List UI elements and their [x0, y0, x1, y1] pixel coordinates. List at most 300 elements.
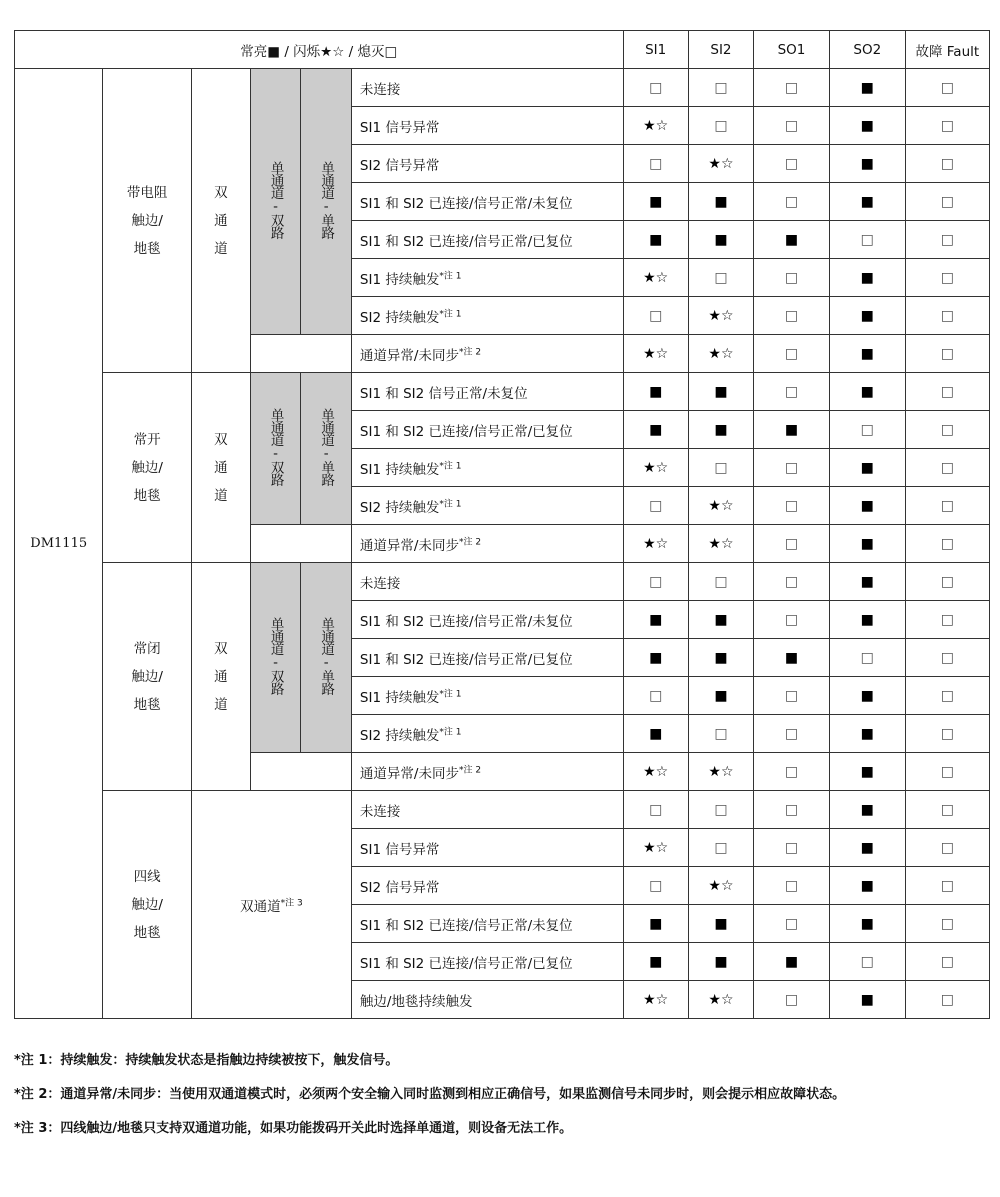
led-blink-icon: ★☆	[708, 535, 734, 552]
so1-status-cell	[754, 145, 830, 183]
condition-cell	[351, 753, 623, 791]
si2-status-cell	[688, 563, 753, 601]
led-blink-icon: ★☆	[708, 307, 734, 324]
condition-cell	[351, 145, 623, 183]
condition-cell	[351, 981, 623, 1019]
si2-status-cell	[688, 829, 753, 867]
condition-cell	[351, 601, 623, 639]
fault-status-cell	[905, 107, 989, 145]
so1-status-cell	[754, 221, 830, 259]
fault-status-cell	[905, 563, 989, 601]
channel-cell	[191, 791, 351, 1019]
mode-dual-path-cell-text: 单通道-双路	[267, 616, 284, 695]
condition-cell	[351, 487, 623, 525]
mode-single-path-cell	[301, 563, 352, 753]
led-on-icon: ■	[714, 611, 728, 628]
led-off-icon: □	[784, 801, 799, 818]
condition-text: SI2 信号异常	[359, 157, 440, 174]
si1-status-cell	[623, 145, 688, 183]
channel-cell-line: 道	[214, 240, 228, 257]
led-off-icon: □	[714, 725, 728, 742]
condition-text: SI2 持续触发	[359, 499, 440, 516]
led-off-icon: □	[940, 915, 954, 932]
led-off-icon: □	[714, 801, 728, 818]
so1-status-cell	[754, 525, 830, 563]
led-off-icon: □	[940, 991, 954, 1008]
so1-status-cell	[754, 335, 830, 373]
si2-status-cell	[688, 411, 753, 449]
led-off-icon: □	[714, 839, 728, 856]
device-type-cell-line: 触边/	[131, 668, 163, 685]
device-type-cell	[103, 69, 191, 373]
condition-text: SI1 和 SI2 已连接/信号正常/未复位	[359, 917, 573, 934]
led-on-icon: ■	[784, 649, 799, 666]
fault-status-cell	[905, 753, 989, 791]
si1-status-cell	[623, 69, 688, 107]
condition-cell	[351, 373, 623, 411]
so1-status-cell	[754, 259, 830, 297]
so2-status-cell	[829, 601, 905, 639]
led-blink-icon: ★☆	[643, 345, 669, 362]
so1-status-cell	[754, 639, 830, 677]
si2-status-cell	[688, 791, 753, 829]
led-off-icon: □	[940, 193, 954, 210]
col-si2: SI2	[688, 31, 753, 69]
channel-cell	[191, 563, 250, 791]
mode-dual-path-cell	[250, 373, 301, 525]
si2-status-cell	[688, 715, 753, 753]
device-type-cell-line: 触边/	[131, 212, 163, 229]
led-off-icon: □	[940, 611, 954, 628]
si2-status-cell	[688, 449, 753, 487]
si1-status-cell	[623, 791, 688, 829]
so1-status-cell	[754, 905, 830, 943]
condition-text: SI1 和 SI2 已连接/信号正常/已复位	[359, 233, 573, 250]
note-ref: *注 1	[439, 309, 462, 319]
led-on-icon: ■	[860, 79, 874, 96]
led-on-icon: ■	[860, 687, 874, 704]
si1-status-cell	[623, 677, 688, 715]
led-off-icon: □	[940, 155, 954, 172]
condition-text: SI1 和 SI2 已连接/信号正常/未复位	[359, 613, 573, 630]
led-off-icon: □	[940, 573, 954, 590]
condition-text: SI2 持续触发	[359, 309, 440, 326]
led-on-icon: ■	[649, 915, 663, 932]
condition-text: SI1 和 SI2 信号正常/未复位	[359, 385, 528, 402]
led-off-icon: □	[940, 497, 954, 514]
condition-text: SI1 持续触发	[359, 461, 440, 478]
led-off-icon: □	[649, 155, 663, 172]
fault-status-cell	[905, 829, 989, 867]
note-2: *注 2：通道异常/未同步：当使用双通道模式时，必须两个安全输入同时监测到相应正确信号，如果监测信号未同步时，则会提示相应故障状态。	[14, 1087, 846, 1102]
led-on-icon: ■	[649, 193, 663, 210]
condition-text: 通道异常/未同步	[359, 537, 459, 554]
si2-status-cell	[688, 107, 753, 145]
fault-status-cell	[905, 221, 989, 259]
si2-status-cell	[688, 145, 753, 183]
so2-status-cell	[829, 753, 905, 791]
condition-text: 未连接	[359, 81, 401, 98]
channel-cell-line: 通	[214, 212, 228, 229]
mode-single-path-cell-text: 单通道-单路	[318, 407, 335, 486]
led-off-icon: □	[784, 79, 799, 96]
led-off-icon: □	[784, 497, 799, 514]
led-blink-icon: ★☆	[643, 839, 669, 856]
led-off-icon: □	[784, 839, 799, 856]
note-ref: *注 1	[439, 499, 462, 509]
led-on-icon: ■	[714, 687, 728, 704]
status-row	[15, 373, 990, 411]
si2-status-cell	[688, 677, 753, 715]
led-off-icon: □	[649, 687, 663, 704]
mode-dual-path-cell-text: 单通道-双路	[267, 160, 284, 239]
led-on-icon: ■	[860, 801, 874, 818]
si2-status-cell	[688, 183, 753, 221]
led-off-icon: □	[940, 687, 954, 704]
condition-text: 通道异常/未同步	[359, 765, 459, 782]
condition-text: SI1 和 SI2 已连接/信号正常/已复位	[359, 651, 573, 668]
led-off-icon: □	[940, 535, 954, 552]
led-on-icon: ■	[860, 459, 874, 476]
led-off-icon: □	[940, 877, 954, 894]
led-on-icon: ■	[860, 915, 874, 932]
so2-status-cell	[829, 373, 905, 411]
condition-cell	[351, 183, 623, 221]
so2-status-cell	[829, 639, 905, 677]
fault-status-cell	[905, 145, 989, 183]
led-on-icon: ■	[714, 383, 728, 400]
so1-status-cell	[754, 791, 830, 829]
led-off-icon: □	[860, 649, 874, 666]
fault-status-cell	[905, 639, 989, 677]
led-on-icon: ■	[860, 383, 874, 400]
si1-status-cell	[623, 183, 688, 221]
note-ref: *注 2	[458, 347, 482, 357]
si1-status-cell	[623, 981, 688, 1019]
channel-cell-line: 道	[214, 696, 228, 713]
model-cell: DM1115	[15, 69, 103, 1019]
so2-status-cell	[829, 943, 905, 981]
so2-status-cell	[829, 563, 905, 601]
condition-cell	[351, 677, 623, 715]
led-off-icon: □	[649, 79, 663, 96]
si1-status-cell	[623, 259, 688, 297]
si1-status-cell	[623, 297, 688, 335]
si1-status-cell	[623, 221, 688, 259]
led-blink-icon: ★☆	[643, 269, 669, 286]
condition-cell	[351, 411, 623, 449]
note-ref: *注 1	[439, 461, 462, 471]
led-blink-icon: ★☆	[643, 763, 669, 780]
condition-cell	[351, 791, 623, 829]
fault-status-cell	[905, 449, 989, 487]
mode-single-path-cell-text: 单通道-单路	[318, 160, 335, 239]
note-ref: *注 2	[458, 765, 482, 775]
si2-status-cell	[688, 487, 753, 525]
led-off-icon: □	[784, 915, 799, 932]
condition-text: 触边/地毯持续触发	[359, 993, 473, 1010]
led-off-icon: □	[784, 459, 799, 476]
device-type-cell-line: 常开	[133, 431, 161, 448]
led-off-icon: □	[649, 497, 663, 514]
mode-dual-path-cell-text: 单通道-双路	[267, 407, 284, 486]
so1-status-cell	[754, 411, 830, 449]
led-off-icon: □	[940, 307, 954, 324]
led-off-icon: □	[784, 535, 799, 552]
si1-status-cell	[623, 715, 688, 753]
led-off-icon: □	[940, 79, 954, 96]
device-type-cell-line: 地毯	[133, 487, 161, 504]
note-ref: *注 1	[439, 271, 462, 281]
device-type-cell-line: 常闭	[133, 640, 161, 657]
led-blink-icon: ★☆	[643, 117, 669, 134]
so1-status-cell	[754, 449, 830, 487]
led-off-icon: □	[714, 269, 728, 286]
fault-status-cell	[905, 715, 989, 753]
condition-text: SI1 持续触发	[359, 689, 440, 706]
led-off-icon: □	[649, 877, 663, 894]
condition-cell	[351, 335, 623, 373]
channel-cell	[191, 373, 250, 563]
led-off-icon: □	[784, 725, 799, 742]
mode-single-path-cell	[301, 69, 352, 335]
led-off-icon: □	[714, 79, 728, 96]
led-blink-icon: ★☆	[708, 877, 734, 894]
condition-cell	[351, 259, 623, 297]
led-off-icon: □	[940, 763, 954, 780]
condition-text: SI1 和 SI2 已连接/信号正常/未复位	[359, 195, 573, 212]
si1-status-cell	[623, 753, 688, 791]
so2-status-cell	[829, 981, 905, 1019]
condition-cell	[351, 943, 623, 981]
led-on-icon: ■	[860, 155, 874, 172]
led-off-icon: □	[784, 307, 799, 324]
si2-status-cell	[688, 867, 753, 905]
led-on-icon: ■	[649, 611, 663, 628]
header-row	[15, 31, 990, 69]
led-off-icon: □	[784, 877, 799, 894]
si1-status-cell	[623, 601, 688, 639]
so2-status-cell	[829, 183, 905, 221]
so1-status-cell	[754, 829, 830, 867]
condition-text: SI2 信号异常	[359, 879, 440, 896]
si2-status-cell	[688, 639, 753, 677]
so1-status-cell	[754, 373, 830, 411]
so1-status-cell	[754, 677, 830, 715]
led-blink-icon: ★☆	[708, 991, 734, 1008]
led-on-icon: ■	[784, 421, 799, 438]
note-3: *注 3：四线触边/地毯只支持双通道功能，如果功能拨码开关此时选择单通道，则设备无法工作。	[14, 1121, 573, 1136]
led-on-icon: ■	[649, 953, 663, 970]
led-off-icon: □	[649, 573, 663, 590]
led-off-icon: □	[714, 117, 728, 134]
so2-status-cell	[829, 487, 905, 525]
led-off-icon: □	[940, 725, 954, 742]
led-on-icon: ■	[860, 611, 874, 628]
mode-dual-path-cell	[250, 563, 301, 753]
condition-text: 未连接	[359, 803, 401, 820]
condition-text: SI1 信号异常	[359, 119, 440, 136]
led-off-icon: □	[940, 459, 954, 476]
si2-status-cell	[688, 297, 753, 335]
condition-text: SI1 信号异常	[359, 841, 440, 858]
led-off-icon: □	[784, 687, 799, 704]
si1-status-cell	[623, 829, 688, 867]
legend-cell: 常亮■ / 闪烁★☆ / 熄灭□	[15, 31, 624, 69]
led-off-icon: □	[714, 459, 728, 476]
channel-text: 双通道	[240, 898, 281, 915]
led-on-icon: ■	[860, 535, 874, 552]
led-off-icon: □	[784, 611, 799, 628]
notes	[14, 1050, 990, 1152]
note-ref: *注 2	[458, 537, 482, 547]
col-so2: SO2	[829, 31, 905, 69]
so2-status-cell	[829, 715, 905, 753]
fault-status-cell	[905, 487, 989, 525]
so2-status-cell	[829, 829, 905, 867]
si1-status-cell	[623, 525, 688, 563]
si1-status-cell	[623, 905, 688, 943]
led-blink-icon: ★☆	[708, 497, 734, 514]
device-type-cell-line: 触边/	[131, 896, 163, 913]
led-off-icon: □	[784, 991, 799, 1008]
led-off-icon: □	[784, 155, 799, 172]
led-off-icon: □	[860, 421, 874, 438]
led-off-icon: □	[940, 269, 954, 286]
led-off-icon: □	[940, 649, 954, 666]
note-1: *注 1：持续触发：持续触发状态是指触边持续被按下，触发信号。	[14, 1053, 399, 1068]
device-type-cell	[103, 373, 191, 563]
led-off-icon: □	[940, 383, 954, 400]
condition-cell	[351, 449, 623, 487]
condition-cell	[351, 639, 623, 677]
mode-single-path-cell-text: 单通道-单路	[318, 616, 335, 695]
led-off-icon: □	[784, 117, 799, 134]
led-on-icon: ■	[860, 725, 874, 742]
device-type-cell	[103, 791, 191, 1019]
si2-status-cell	[688, 753, 753, 791]
led-on-icon: ■	[714, 193, 728, 210]
led-on-icon: ■	[860, 117, 874, 134]
si1-status-cell	[623, 563, 688, 601]
so2-status-cell	[829, 145, 905, 183]
condition-text: 通道异常/未同步	[359, 347, 459, 364]
si2-status-cell	[688, 525, 753, 563]
so1-status-cell	[754, 981, 830, 1019]
device-type-cell-line: 地毯	[133, 924, 161, 941]
condition-cell	[351, 69, 623, 107]
status-row	[15, 69, 990, 107]
condition-cell	[351, 905, 623, 943]
led-blink-icon: ★☆	[708, 345, 734, 362]
so1-status-cell	[754, 183, 830, 221]
si2-status-cell	[688, 943, 753, 981]
led-off-icon: □	[940, 839, 954, 856]
led-on-icon: ■	[649, 649, 663, 666]
fault-status-cell	[905, 259, 989, 297]
so1-status-cell	[754, 715, 830, 753]
col-so1: SO1	[754, 31, 830, 69]
led-off-icon: □	[784, 269, 799, 286]
so2-status-cell	[829, 259, 905, 297]
led-off-icon: □	[649, 307, 663, 324]
fault-status-cell	[905, 677, 989, 715]
led-on-icon: ■	[714, 231, 728, 248]
so1-status-cell	[754, 563, 830, 601]
channel-cell-line: 通	[214, 668, 228, 685]
led-on-icon: ■	[860, 497, 874, 514]
empty-mode-cell	[250, 753, 351, 791]
so1-status-cell	[754, 297, 830, 335]
led-on-icon: ■	[649, 383, 663, 400]
so1-status-cell	[754, 107, 830, 145]
led-on-icon: ■	[860, 991, 874, 1008]
condition-cell	[351, 829, 623, 867]
led-blink-icon: ★☆	[643, 459, 669, 476]
so1-status-cell	[754, 867, 830, 905]
led-off-icon: □	[784, 383, 799, 400]
so1-status-cell	[754, 69, 830, 107]
led-on-icon: ■	[714, 649, 728, 666]
si2-status-cell	[688, 981, 753, 1019]
si2-status-cell	[688, 69, 753, 107]
fault-status-cell	[905, 411, 989, 449]
so2-status-cell	[829, 335, 905, 373]
condition-cell	[351, 867, 623, 905]
led-off-icon: □	[784, 763, 799, 780]
led-blink-icon: ★☆	[708, 763, 734, 780]
led-status-table	[14, 30, 990, 1019]
condition-cell	[351, 221, 623, 259]
so2-status-cell	[829, 791, 905, 829]
device-type-cell-line: 四线	[133, 868, 161, 885]
empty-mode-cell	[250, 335, 351, 373]
so2-status-cell	[829, 449, 905, 487]
channel-cell-line: 双	[214, 431, 228, 448]
condition-text: SI1 和 SI2 已连接/信号正常/已复位	[359, 955, 573, 972]
fault-status-cell	[905, 943, 989, 981]
led-on-icon: ■	[714, 915, 728, 932]
status-row	[15, 563, 990, 601]
led-on-icon: ■	[649, 421, 663, 438]
si2-status-cell	[688, 221, 753, 259]
led-on-icon: ■	[649, 725, 663, 742]
empty-mode-cell	[250, 525, 351, 563]
led-on-icon: ■	[860, 193, 874, 210]
condition-cell	[351, 107, 623, 145]
channel-cell	[191, 69, 250, 373]
led-on-icon: ■	[784, 953, 799, 970]
condition-text: SI1 和 SI2 已连接/信号正常/已复位	[359, 423, 573, 440]
led-on-icon: ■	[714, 421, 728, 438]
led-off-icon: □	[940, 117, 954, 134]
fault-status-cell	[905, 905, 989, 943]
condition-cell	[351, 525, 623, 563]
si1-status-cell	[623, 373, 688, 411]
fault-status-cell	[905, 183, 989, 221]
si1-status-cell	[623, 449, 688, 487]
fault-status-cell	[905, 373, 989, 411]
condition-cell	[351, 715, 623, 753]
device-type-cell-line: 带电阻	[126, 184, 168, 201]
so1-status-cell	[754, 487, 830, 525]
si2-status-cell	[688, 905, 753, 943]
led-off-icon: □	[940, 953, 954, 970]
led-off-icon: □	[784, 193, 799, 210]
fault-status-cell	[905, 867, 989, 905]
led-off-icon: □	[940, 231, 954, 248]
mode-single-path-cell	[301, 373, 352, 525]
